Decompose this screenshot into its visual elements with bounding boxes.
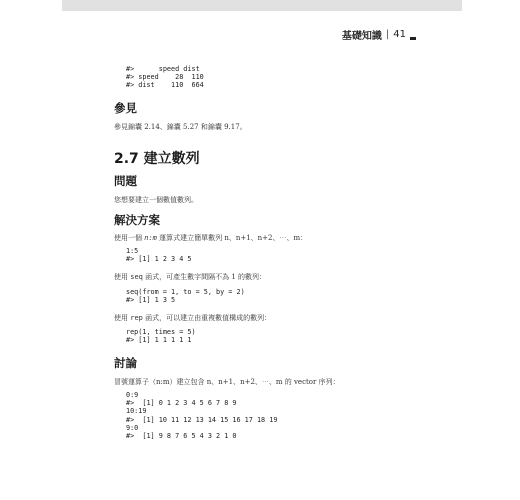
code-line: 10:19 xyxy=(126,407,147,416)
solution-intro-op: n:m xyxy=(144,234,157,242)
solution-intro xyxy=(114,233,414,243)
seq-fn: seq xyxy=(130,273,143,281)
rep-text xyxy=(114,313,414,323)
code-block-1 xyxy=(114,247,191,263)
code-line: #> speed 28 110 xyxy=(126,73,204,82)
code-line: #> [1] 1 3 5 xyxy=(126,296,176,305)
section-title: 2.7 建立數列 xyxy=(114,151,200,167)
seq-text xyxy=(114,272,414,282)
discussion-heading: 討論 xyxy=(114,356,137,370)
code-block-3 xyxy=(114,328,196,344)
code-line: rep(1, times = 5) xyxy=(126,328,196,336)
code-line: #> [1] 9 8 7 6 5 4 3 2 1 0 xyxy=(126,432,237,441)
running-head-separator: | xyxy=(385,29,390,40)
code-line: 9:0 xyxy=(126,423,139,432)
running-head xyxy=(342,27,416,42)
see-also-heading: 參見 xyxy=(114,101,137,115)
rep-text-post: 函式，可以建立由重複數值構成的數列： xyxy=(142,314,272,322)
solution-intro-post: 運算式建立簡單數列 n、n+1、n+2、⋯、m： xyxy=(156,234,308,242)
seq-text-pre: 使用 xyxy=(114,273,131,281)
code-line: 0:9 xyxy=(126,391,139,399)
top-code-block xyxy=(114,65,204,90)
code-line: #> [1] 0 1 2 3 4 5 6 7 8 9 xyxy=(126,399,237,408)
page-marker-bar xyxy=(410,37,416,40)
code-line: #> speed dist xyxy=(126,65,200,73)
code-line: #> dist 110 664 xyxy=(126,81,204,90)
code-block-2 xyxy=(114,288,245,304)
code-line: #> [1] 10 11 12 13 14 15 16 17 18 19 xyxy=(126,415,278,424)
top-scan-band xyxy=(62,0,462,11)
solution-heading: 解決方案 xyxy=(114,213,160,227)
discussion-text: 冒號運算子（n:m）建立包含 n、n+1、n+2、⋯、m 的 vector 序列： xyxy=(114,378,340,386)
see-also-text: 參見錦囊 2.14、錦囊 5.27 和錦囊 9.17。 xyxy=(114,123,247,131)
running-head-section: 基礎知識 xyxy=(341,31,382,42)
rep-text-pre: 使用 xyxy=(114,314,131,322)
code-line: seq(from = 1, to = 5, by = 2) xyxy=(126,288,245,296)
solution-intro-pre: 使用一個 xyxy=(114,234,145,242)
seq-text-post: 函式，可產生數字間隔不為 1 的數列： xyxy=(142,273,267,281)
rep-fn: rep xyxy=(130,314,143,322)
problem-text: 您想要建立一個數值數列。 xyxy=(114,196,198,204)
problem-heading: 問題 xyxy=(114,174,137,188)
code-line: #> [1] 1 2 3 4 5 xyxy=(126,255,192,264)
page-number: 41 xyxy=(393,29,406,40)
code-line: #> [1] 1 1 1 1 1 xyxy=(126,336,192,345)
code-line: 1:5 xyxy=(126,247,139,255)
code-block-4 xyxy=(114,391,277,440)
